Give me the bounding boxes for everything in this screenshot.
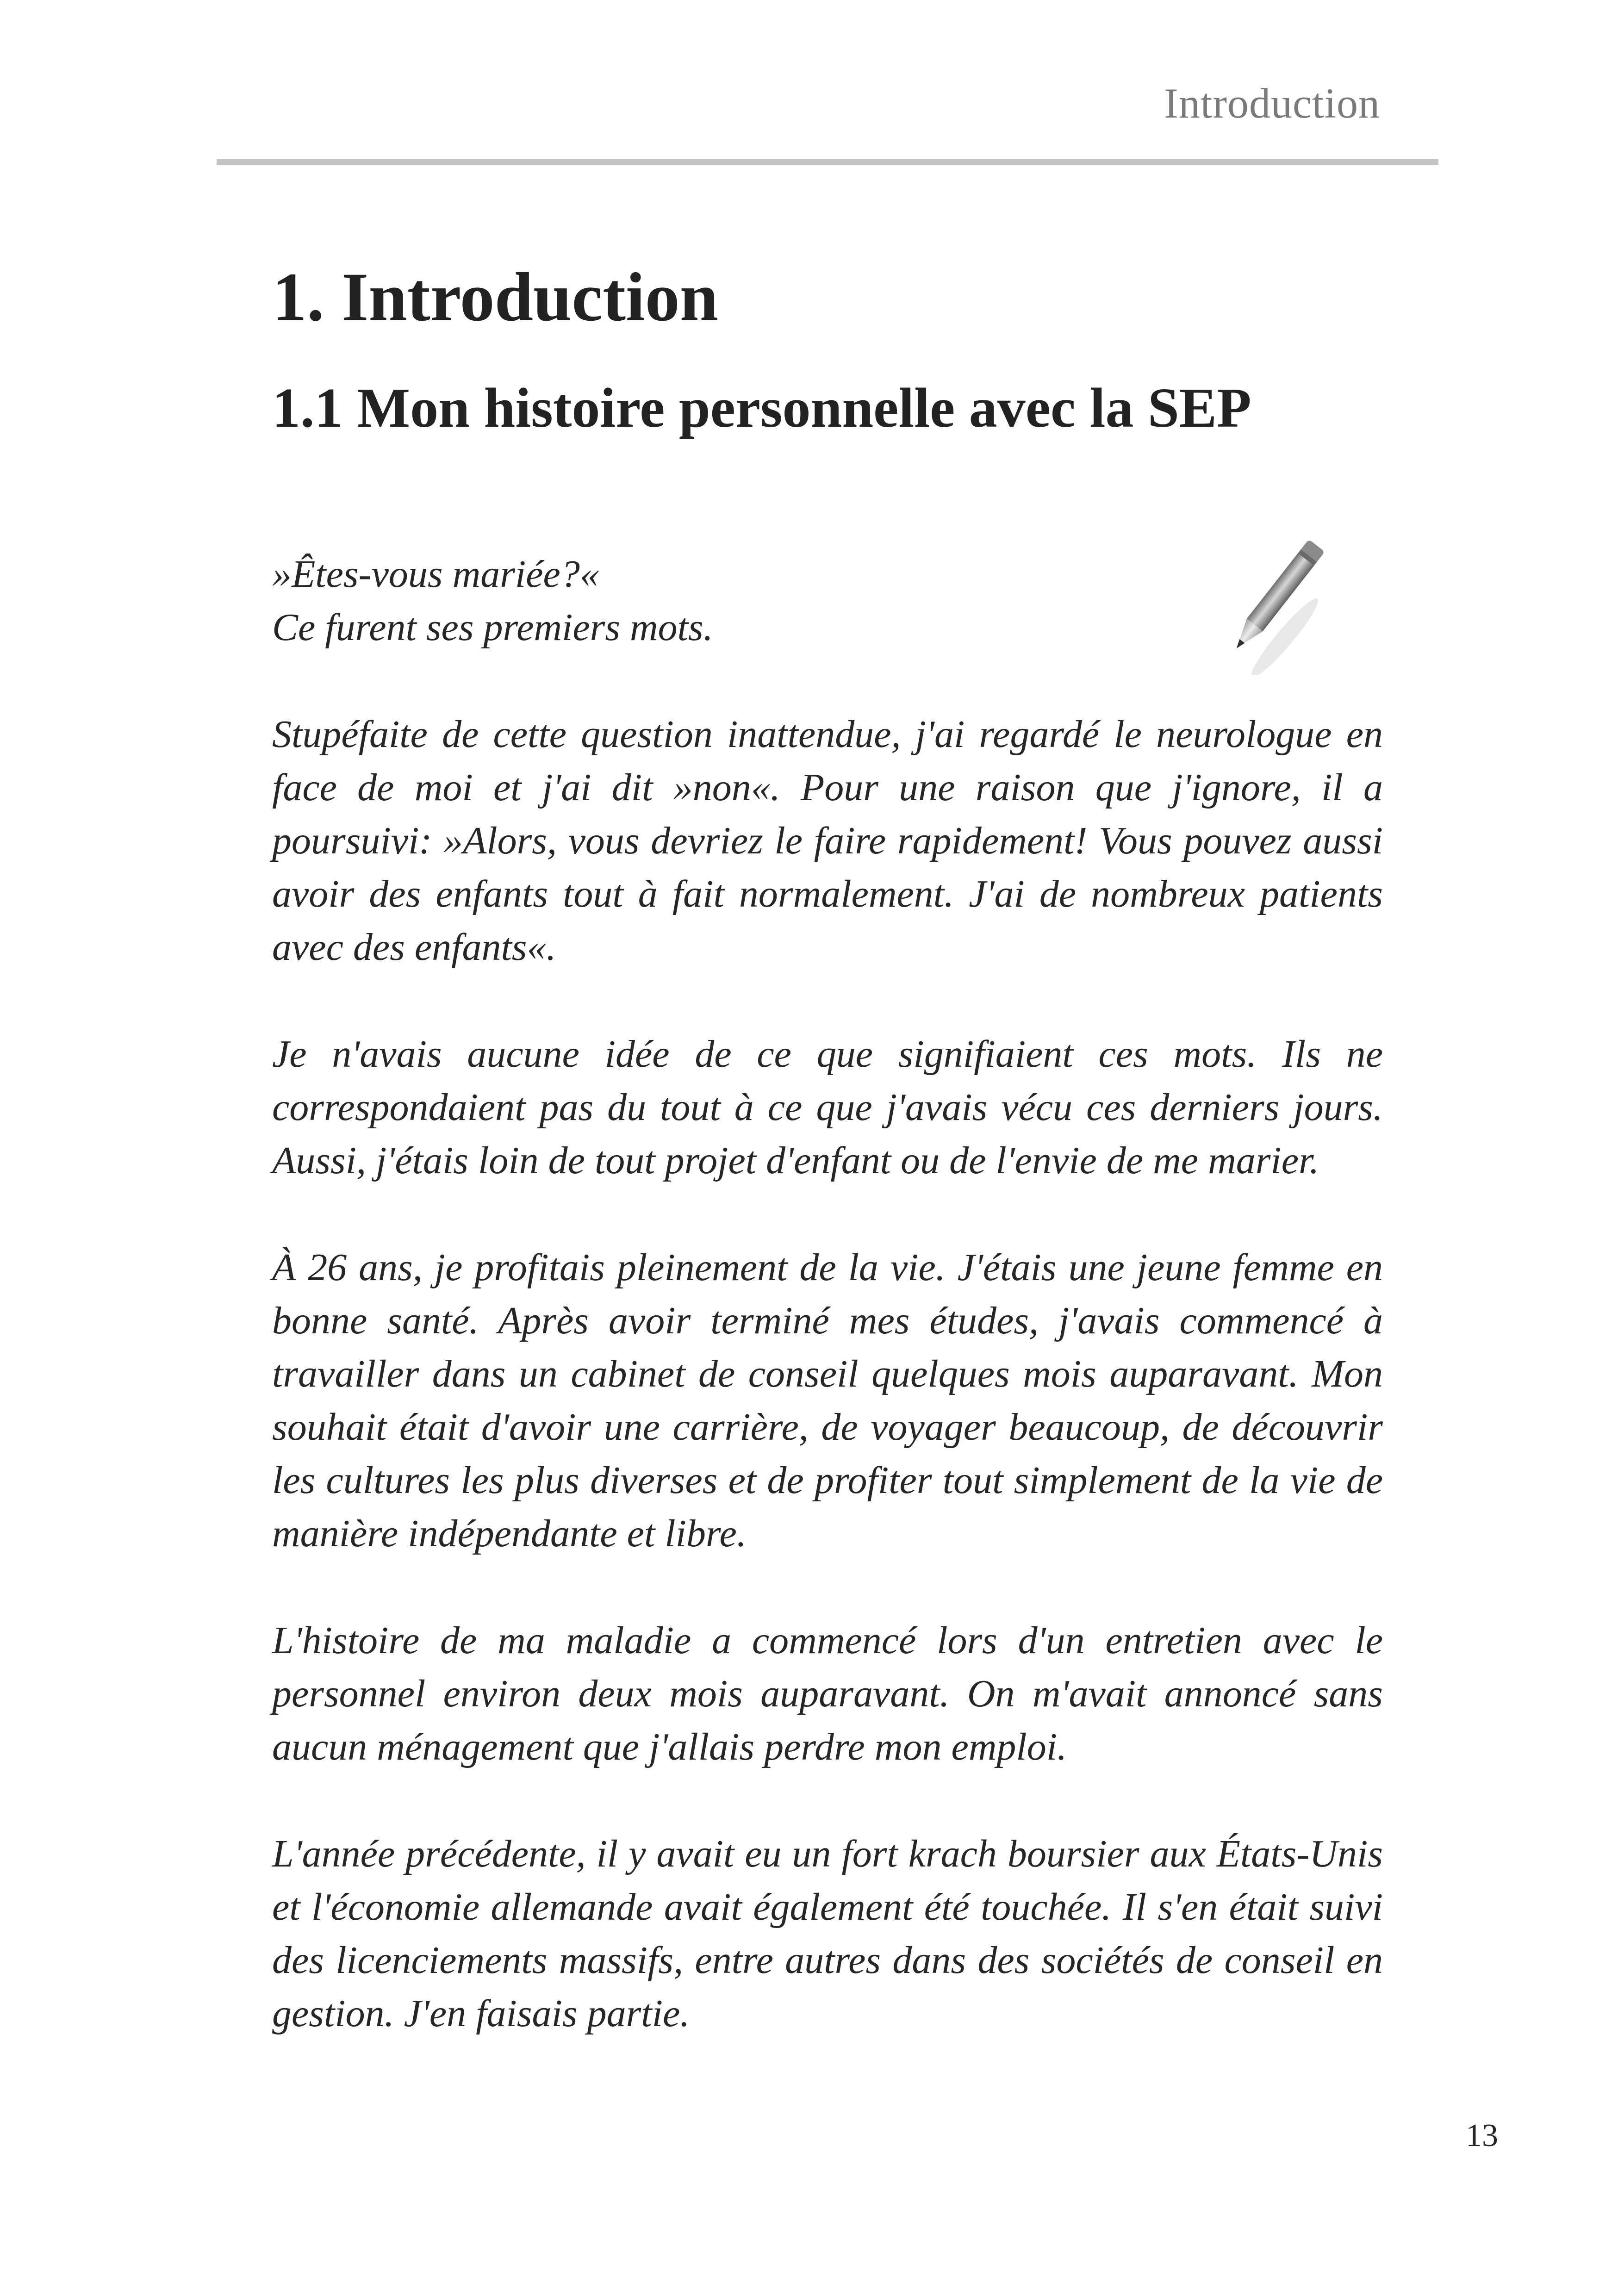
body-text bbox=[272, 548, 1383, 2094]
chapter-title: 1. Introduction bbox=[272, 259, 719, 336]
paragraph: Stupéfaite de cette question inattendue, j'ai regardé le neurologue en face de moi et j'ai dit »non«. Pour une raison que j'ignore, il a poursuivi: »Alors, vous devriez le faire rapidement! Vous pouvez aussi avoir des enfants tout à fait normalement. J'ai de nombreux patients avec des enfants«. bbox=[272, 713, 1383, 969]
quote-line: Ce furent ses premiers mots. bbox=[272, 606, 713, 649]
quote-line: »Êtes-vous mariée?« bbox=[272, 553, 599, 596]
intro-quote bbox=[272, 548, 1383, 654]
paragraph: L'histoire de ma maladie a commencé lors d'un entretien avec le personnel environ deux mois auparavant. On m'avait annoncé sans aucun ménagement que j'allais perdre mon emploi. bbox=[272, 1619, 1383, 1768]
paragraph: L'année précédente, il y avait eu un fort krach boursier aux États-Unis et l'économie allemande avait également été touchée. Il s'en était suivi des licenciements massifs, entre autres dans des sociétés de conseil en gestion. J'en faisais partie. bbox=[272, 1832, 1383, 2035]
running-header: Introduction bbox=[1164, 80, 1380, 127]
paragraph: À 26 ans, je profitais pleinement de la vie. J'étais une jeune femme en bonne santé. Après avoir terminé mes études, j'avais commencé à travailler dans un cabinet de conseil quelques mois auparavant. Mon souhait était d'avoir une carrière, de voyager beaucoup, de découvrir les cultures les plus diverses et de profiter tout simplement de la vie de manière indépendante et libre. bbox=[272, 1246, 1383, 1555]
header-divider bbox=[217, 159, 1438, 165]
page-number: 13 bbox=[1466, 2118, 1498, 2153]
paragraph: Je n'avais aucune idée de ce que signifiaient ces mots. Ils ne correspondaient pas du tout à ce que j'avais vécu ces derniers jours. Aussi, j'étais loin de tout projet d'enfant ou de l'envie de me marier. bbox=[272, 1033, 1383, 1182]
section-title: 1.1 Mon histoire personnelle avec la SEP bbox=[272, 377, 1251, 439]
